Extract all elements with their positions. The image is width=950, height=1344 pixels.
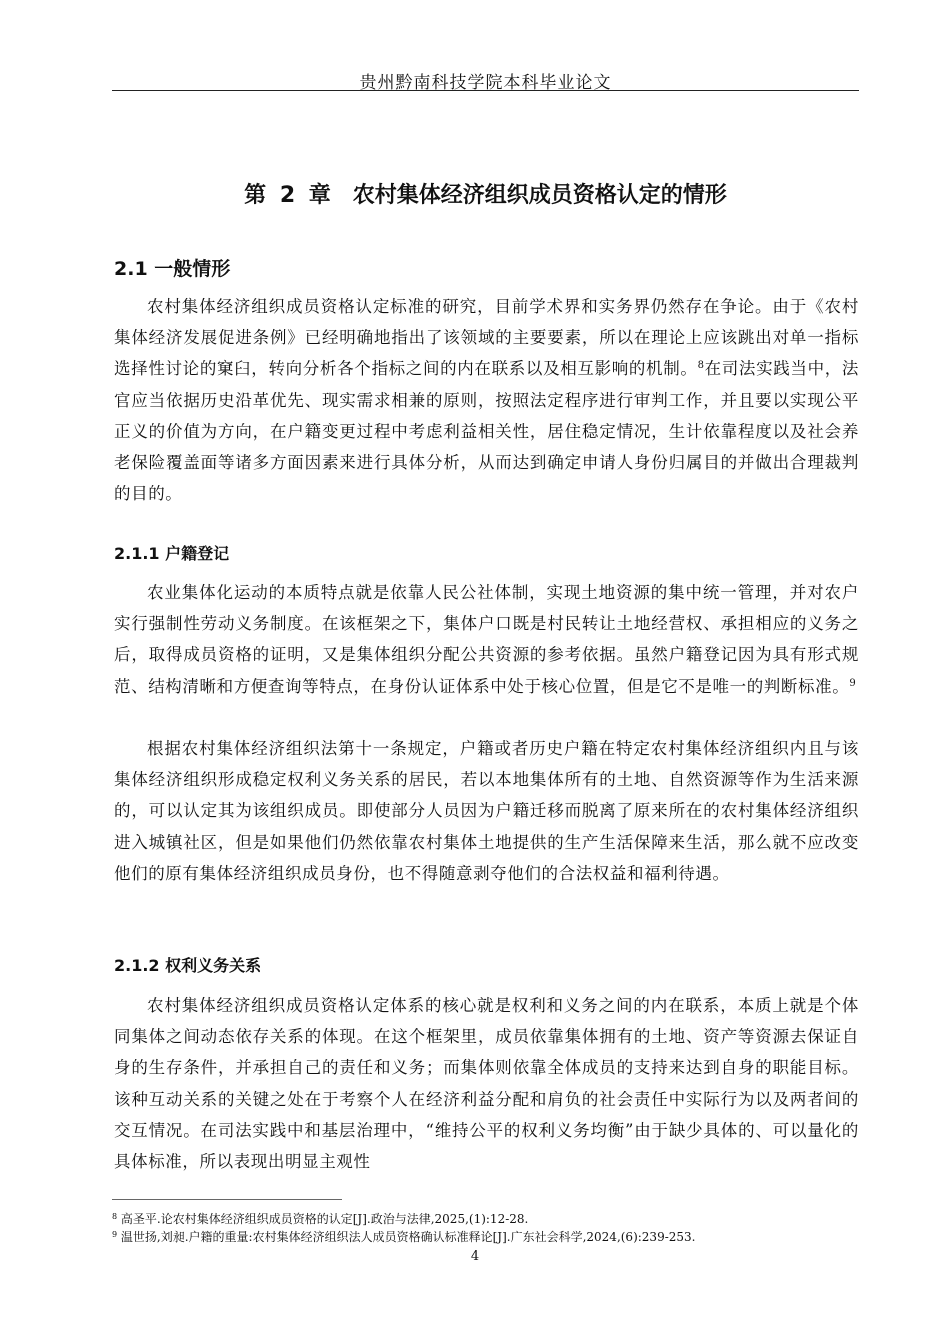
footnote-9 — [112, 1229, 872, 1245]
section-heading-2-1-2: 2.1.2 权利义务关系 — [114, 956, 262, 975]
footnote-ref-9[interactable]: 9 — [849, 677, 857, 689]
paragraph-text: 农村集体经济组织成员资格认定标准的研究，目前学术界和实务界仍然存在争论。由于《农村集体经济发展促进条例》已经明确地指出了该领域的主要要素，所以在理论上应该跳出对单一指标选择性讨论的窠臼，转向分析各个指标之间的内在联系以及相互影响的机制。 — [114, 297, 859, 379]
footnote-text: 温世扬,刘昶.户籍的重量:农村集体经济组织法人成员资格确认标准释论[J].广东社会科学,2024,(6):239-253. — [120, 1230, 696, 1244]
paragraph-2-1 — [114, 291, 859, 509]
footnote-8 — [112, 1211, 872, 1227]
footnote-number: 8 — [112, 1212, 118, 1221]
header-divider — [112, 90, 859, 91]
running-header: 贵州黔南科技学院本科毕业论文 — [359, 73, 612, 93]
paragraph-2-1-1-b: 根据农村集体经济组织法第十一条规定，户籍或者历史户籍在特定农村集体经济组织内且与该集体经济组织形成稳定权利义务关系的居民，若以本地集体所有的土地、自然资源等作为生活来源的，可以认定其为该组织成员。即使部分人员因为户籍迁移而脱离了原来所在的农村集体经济组织进入城镇社区，但是如果他们仍然依靠农村集体土地提供的生产生活保障来生活，那么就不应改变他们的原有集体经济组织成员身份，也不得随意剥夺他们的合法权益和福利待遇。 — [114, 739, 859, 883]
footnote-ref-8[interactable]: 8 — [697, 360, 705, 372]
paragraph-2-1-1-a — [114, 577, 859, 702]
footnote-divider — [112, 1199, 342, 1200]
chapter-title: 第 2 章 农村集体经济组织成员资格认定的情形 — [244, 183, 727, 208]
footnote-text: 高圣平.论农村集体经济组织成员资格的认定[J].政治与法律,2025,(1):12-28. — [120, 1212, 529, 1226]
page-number: 4 — [470, 1249, 480, 1264]
section-heading-2-1: 2.1 一般情形 — [114, 258, 231, 280]
paragraph-text: 在司法实践当中，法官应当依据历史沿革优先、现实需求相兼的原则，按照法定程序进行审判工作，并且要以实现公平正义的价值为方向，在户籍变更过程中考虑利益相关性，居住稳定情况，生计依靠程度以及社会养老保险覆盖面等诸多方面因素来进行具体分析，从而达到确定申请人身份归属目的并做出合理裁判的目的。 — [114, 359, 860, 504]
section-heading-2-1-1: 2.1.1 户籍登记 — [114, 544, 230, 563]
footnote-number: 9 — [112, 1230, 118, 1239]
paragraph-text: 农业集体化运动的本质特点就是依靠人民公社体制，实现土地资源的集中统一管理，并对农户实行强制性劳动义务制度。在该框架之下，集体户口既是村民转让土地经营权、承担相应的义务之后，取得成员资格的证明，又是集体组织分配公共资源的参考依据。虽然户籍登记因为具有形式规范、结构清晰和方便查询等特点，在身份认证体系中处于核心位置，但是它不是唯一的判断标准。 — [114, 583, 859, 696]
paragraph-2-1-2: 农村集体经济组织成员资格认定体系的核心就是权利和义务之间的内在联系，本质上就是个体同集体之间动态依存关系的体现。在这个框架里，成员依靠集体拥有的土地、资产等资源去保证自身的生存条件，并承担自己的责任和义务；而集体则依靠全体成员的支持来达到自身的职能目标。该种互动关系的关键之处在于考察个人在经济利益分配和肩负的社会责任中实际行为以及两者间的交互情况。在司法实践中和基层治理中，“维持公平的权利义务均衡”由于缺少具体的、可以量化的具体标准，所以表现出明显主观性 — [114, 996, 859, 1172]
